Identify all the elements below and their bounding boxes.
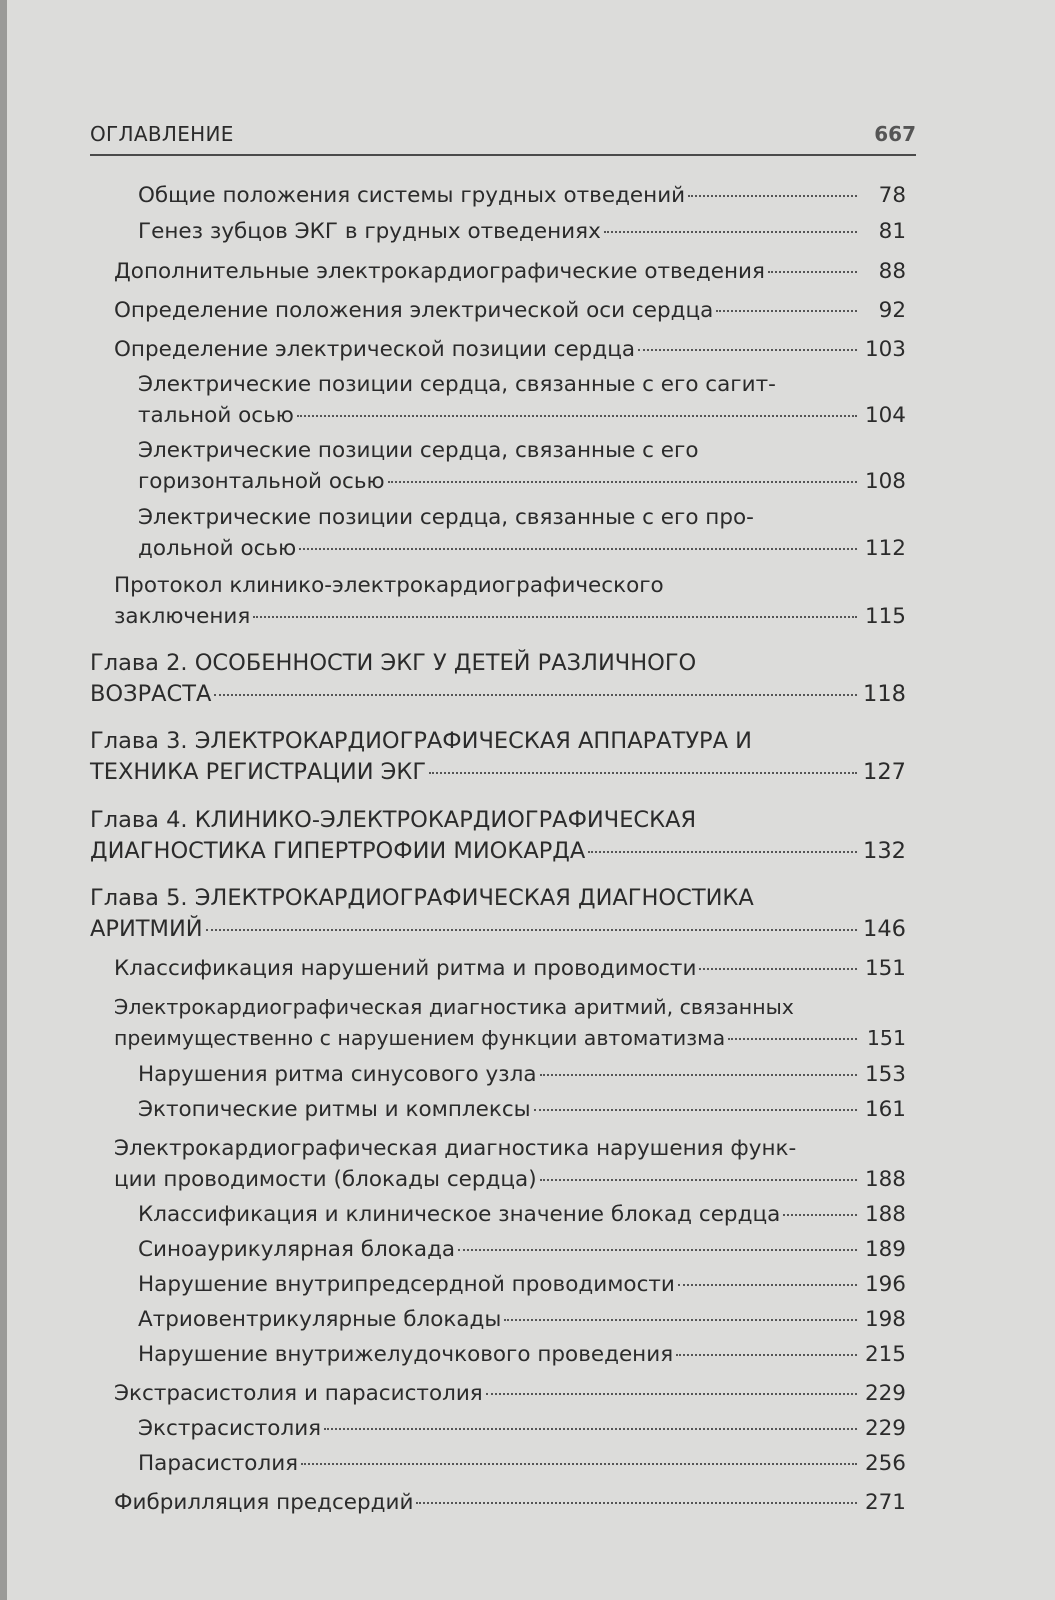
toc-entry-page: 151 [864,956,906,981]
toc-entry-text: Электрические позиции сердца, связанные с его сагит- [138,372,776,397]
toc-chapter-text: Глава 4. КЛИНИКО-ЭЛЕКТРОКАРДИОГРАФИЧЕСКАЯ [90,807,697,833]
leader-dots [416,1502,857,1504]
toc-entry-text: Фибрилляция предсердий [114,1490,414,1515]
leader-dots [604,231,857,233]
leader-dots [534,1109,857,1111]
toc-entry-text: Нарушение внутрижелудочкового проведения [138,1342,674,1367]
toc-entry-page: 189 [864,1237,906,1262]
toc-entry-text: ции проводимости (блокады сердца) [114,1167,537,1192]
toc-entry-text: Дополнительные электрокардиографические отведения [114,259,765,284]
toc-entry [114,992,906,1054]
toc-entry-page: 198 [864,1307,906,1332]
leader-dots [716,310,857,312]
toc-entry [114,1487,906,1518]
toc-entry-page: 127 [863,759,906,785]
toc-entry [138,1059,906,1090]
toc-entry-text: Генез зубцов ЭКГ в грудных отведениях [138,219,601,244]
leader-dots [588,851,857,853]
toc-entry-page: 188 [864,1202,906,1227]
toc-entry [138,1199,906,1230]
toc-entry-text: Электрокардиографическая диагностика нарушения функ- [114,1136,797,1161]
leader-dots [540,1179,857,1181]
toc-entry-text: Нарушения ритма синусового узла [138,1062,537,1087]
toc-chapter-text: ТЕХНИКА РЕГИСТРАЦИИ ЭКГ [90,759,427,785]
toc-entry-page: 229 [864,1416,906,1441]
toc-entry-page: 92 [878,298,906,323]
toc-chapter [90,883,906,945]
toc-entry [114,256,906,287]
toc-entry [138,369,906,431]
toc-entry-text: горизонтальной осью [138,469,385,494]
leader-dots [206,929,857,931]
toc-entry-text: Электрические позиции сердца, связанные с его [138,438,699,463]
toc-entry-page: 104 [864,403,906,428]
toc-entry-text: Нарушение внутрипредсердной проводимости [138,1272,675,1297]
toc-entry-page: 196 [864,1272,906,1297]
toc-entry-page: 151 [866,1026,906,1050]
toc-chapter [90,648,906,710]
leader-dots [638,349,857,351]
leader-dots [297,415,857,417]
toc-chapter-text: Глава 2. ОСОБЕННОСТИ ЭКГ У ДЕТЕЙ РАЗЛИЧНОГО [90,650,697,676]
toc-entry-text: тальной осью [138,403,294,428]
toc-entry-page: 188 [864,1167,906,1192]
toc-chapter-text: АРИТМИЙ [90,916,203,942]
toc-entry [114,570,906,632]
toc-entry-page: 256 [864,1451,906,1476]
toc-entry-text: Парасистолия [138,1451,299,1476]
toc-entry-page: 78 [878,183,906,208]
book-spine-edge [0,0,7,1600]
toc-entry [114,1378,906,1409]
toc-entry-page: 108 [864,469,906,494]
toc-entry-text: дольной осью [138,536,297,561]
leader-dots [504,1319,857,1321]
toc-entry-text: Экстрасистолия и парасистолия [114,1381,483,1406]
leader-dots [458,1249,857,1251]
toc-chapter [90,726,906,788]
leader-dots [214,694,857,696]
toc-entry-page: 161 [864,1097,906,1122]
toc-entry-text: Протокол клинико-электрокардиографического [114,573,664,598]
toc-entry-page: 229 [864,1381,906,1406]
toc-chapter-text: Глава 5. ЭЛЕКТРОКАРДИОГРАФИЧЕСКАЯ ДИАГНОСТИКА [90,885,754,911]
leader-dots [540,1074,857,1076]
toc-entry [138,1413,906,1444]
toc-entry-page: 215 [864,1342,906,1367]
leader-dots [253,616,857,618]
toc-entry-text: Общие положения системы грудных отведений [138,183,686,208]
toc-entry [114,334,906,365]
toc-entry-text: преимущественно с нарушением функции автоматизма [114,1026,726,1050]
toc-entry-text: заключения [114,604,251,629]
toc-entry-text: Атриовентрикулярные блокады [138,1307,502,1332]
toc-entry-page: 115 [864,604,906,629]
toc-entry [114,953,906,984]
toc-entry [138,502,906,564]
toc-entry-page: 132 [863,838,906,864]
toc-chapter-text: ДИАГНОСТИКА ГИПЕРТРОФИИ МИОКАРДА [90,838,586,864]
toc-entry [138,435,906,497]
toc-entry-page: 112 [864,536,906,561]
toc-chapter [90,805,906,867]
toc-entry-text: Синоаурикулярная блокада [138,1237,456,1262]
toc-entry-page: 118 [863,681,906,707]
leader-dots [429,772,857,774]
toc-entry-page: 153 [864,1062,906,1087]
toc-entry-text: Определение положения электрической оси сердца [114,298,714,323]
toc-entry-text: Классификация нарушений ритма и проводимости [114,956,697,981]
toc-entry [138,1304,906,1335]
leader-dots [783,1214,857,1216]
header-title: ОГЛАВЛЕНИЕ [90,122,234,146]
toc-entry [138,180,906,211]
toc-entry-page: 103 [864,337,906,362]
toc-entry-page: 81 [878,219,906,244]
leader-dots [688,195,857,197]
leader-dots [676,1354,857,1356]
toc-chapter-text: Глава 3. ЭЛЕКТРОКАРДИОГРАФИЧЕСКАЯ АППАРАТУРА И [90,728,752,754]
leader-dots [699,968,857,970]
toc-entry-text: Эктопические ритмы и комплексы [138,1097,531,1122]
toc-entry [138,1094,906,1125]
toc-entry-text: Электрические позиции сердца, связанные с его про- [138,505,754,530]
toc-entry-page: 271 [864,1490,906,1515]
toc-entry-text: Экстрасистолия [138,1416,322,1441]
toc-entry-text: Определение электрической позиции сердца [114,337,636,362]
toc-entry [114,295,906,326]
leader-dots [301,1463,857,1465]
leader-dots [388,481,857,483]
leader-dots [299,548,857,550]
leader-dots [324,1428,857,1430]
toc-entry-text: Электрокардиографическая диагностика аритмий, связанных [114,995,794,1019]
toc-entry [138,1234,906,1265]
leader-dots [728,1038,857,1040]
toc-entry-page: 146 [863,916,906,942]
toc-entry [138,1269,906,1300]
leader-dots [768,271,857,273]
toc-entry [114,1133,906,1195]
toc-chapter-text: ВОЗРАСТА [90,681,212,707]
toc-entry [138,216,906,247]
header-page-number: 667 [874,122,916,146]
toc-entry [138,1339,906,1370]
toc-entry [138,1448,906,1479]
toc-entry-page: 88 [878,259,906,284]
leader-dots [678,1284,857,1286]
leader-dots [486,1393,857,1395]
toc-entry-text: Классификация и клиническое значение блокад сердца [138,1202,781,1227]
running-header [90,118,916,156]
